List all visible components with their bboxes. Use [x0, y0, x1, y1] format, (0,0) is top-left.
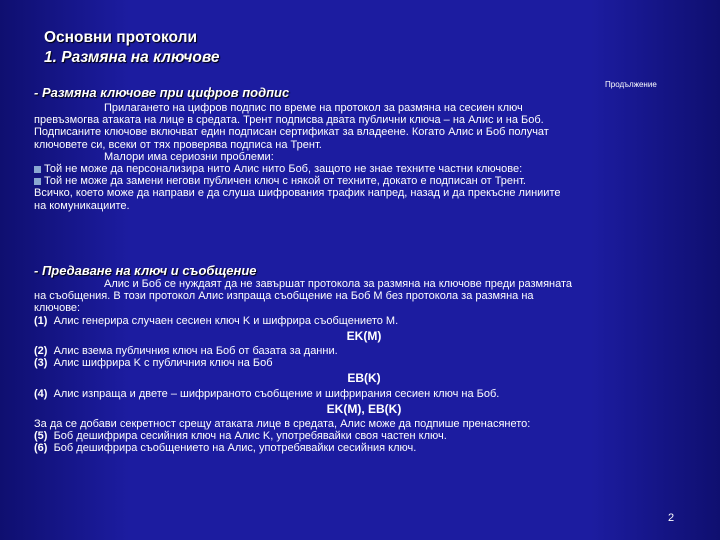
step-4-number: (4): [34, 387, 48, 400]
formula-2: EB(K): [347, 371, 381, 386]
step-3: [34, 357, 694, 369]
para1-line4: ключовете си, всеки от тях проверява подписа на Трент.: [34, 138, 322, 151]
step-3-text: Алис шифрира K с публичния ключ на Боб: [53, 357, 273, 370]
step-6-number: (6): [34, 442, 48, 455]
slide-title: [44, 28, 219, 68]
step-1-number: (1): [34, 314, 48, 327]
para1-line3: Подписаните ключове включват един подписан сертификат за владеене. Когато Алис и Боб получат: [34, 126, 549, 139]
formula-1: EK(M): [346, 328, 382, 343]
step-3-number: (3): [34, 357, 48, 370]
bullet-icon: [34, 166, 41, 173]
para3-line2: на комуникациите.: [34, 199, 130, 212]
bullet-item-1: [34, 163, 694, 175]
step-6: [34, 442, 694, 454]
bullet-text-1: Той не може да персонализира нито Алис нито Боб, защото не знае техните частни ключове:: [44, 163, 523, 176]
intro-line2: на съобщения. В този протокол Алис изпраща съобщение на Боб M без протокола за размяна на: [34, 290, 534, 303]
section2-body: [34, 278, 694, 455]
step-5-text: Боб дешифрира сесийния ключ на Алис K, употребявайки своя частен ключ.: [53, 430, 447, 443]
formula-3: EK(M), EB(K): [326, 401, 402, 416]
para1-line1: Прилагането на цифров подпис по време на протокол за размяна на сесиен ключ: [104, 102, 523, 114]
step-5: [34, 430, 694, 442]
bullet-icon: [34, 178, 41, 185]
title-line-1: Основни протоколи: [44, 29, 198, 46]
page-number: 2: [668, 512, 675, 524]
step-5-number: (5): [34, 430, 48, 443]
section2-heading: - Предаване на ключ и съобщение: [34, 263, 257, 278]
section1-heading: - Размяна ключове при цифров подпис: [34, 85, 290, 100]
intro-line1: Алис и Боб се нуждаят да не завършат протокола за размяна на ключове преди размяната: [104, 278, 573, 290]
step-2: [34, 345, 694, 357]
security-note: За да се добави секретност срещу атаката лице в средата, Алис може да подпише пренасянето:: [34, 418, 531, 431]
section1-body: [34, 102, 694, 212]
step-2-text: Алис взема публичния ключ на Боб от базата за данни.: [53, 345, 338, 358]
step-6-text: Боб дешифрира съобщението на Алис, употребявайки сесийния ключ.: [53, 442, 417, 455]
bullet-item-2: [34, 175, 694, 187]
para2: Малори има сериозни проблеми:: [104, 150, 274, 163]
para1-line2: превъзмогва атаката на лице в средата. Трент подписва двата публични ключа – на Алис и на Боб.: [34, 114, 544, 127]
title-line-2: 1. Размяна на ключове: [44, 49, 220, 66]
para3-line1: Всичко, което може да направи е да слуша шифрования трафик напред, назад и да прекъсне линиите: [34, 187, 561, 200]
step-4-text: Алис изпраща и двете – шифрираното съобщение и шифрирания сесиен ключ на Боб.: [53, 387, 500, 400]
step-4: [34, 388, 694, 400]
step-1-text: Алис генерира случаен сесиен ключ K и шифрира съобщението M.: [53, 314, 399, 327]
continuation-label: Продължение: [605, 80, 657, 89]
step-1: [34, 315, 694, 327]
step-2-number: (2): [34, 345, 48, 358]
bullet-text-2: Той не може да замени негови публичен ключ с някой от техните, докато е подписан от Трент.: [44, 175, 526, 188]
intro-line3: ключове:: [34, 302, 81, 315]
